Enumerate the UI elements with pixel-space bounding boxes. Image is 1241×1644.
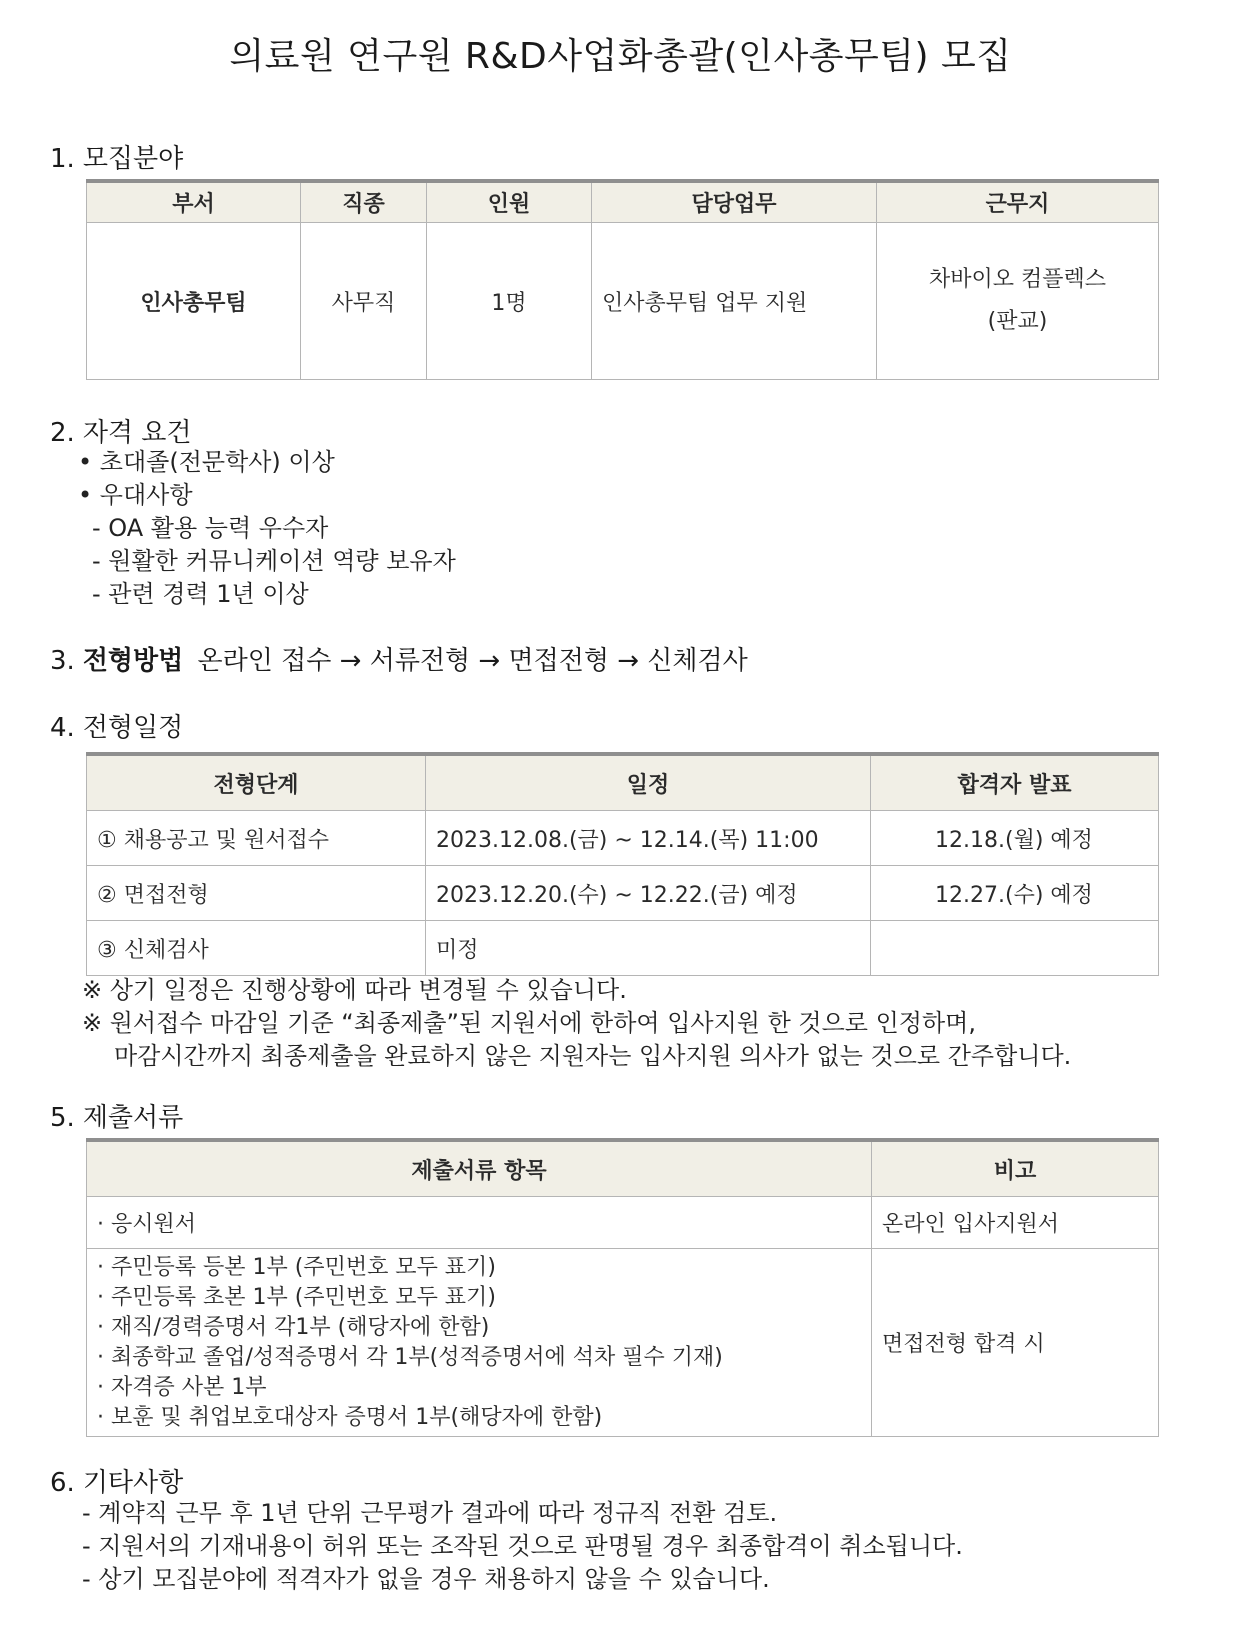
table-row [87, 811, 1159, 866]
section-4-number: 4. [50, 713, 75, 743]
header-schedule: 일정 [426, 754, 871, 811]
header-announce: 합격자 발표 [871, 754, 1159, 811]
selection-process-text: 온라인 접수 → 서류전형 → 면접전형 → 신체검사 [197, 646, 748, 676]
section-2-number: 2. [50, 418, 75, 448]
cell-document-items [87, 1249, 872, 1437]
cell-location [877, 223, 1159, 380]
section-4-heading [50, 707, 183, 744]
list-item: - 관련 경력 1년 이상 [92, 580, 309, 608]
note-line: ※ 원서접수 마감일 기준 “최종제출”된 지원서에 한하여 입사지원 한 것으로 인정하며, [82, 1009, 976, 1037]
table-header-row [87, 1140, 1159, 1197]
list-item: - 계약직 근무 후 1년 단위 근무평가 결과에 따라 정규직 전환 검토. [82, 1499, 778, 1527]
table-header-row [87, 754, 1159, 811]
schedule-table [86, 752, 1159, 976]
cell-document-note: 면접전형 합격 시 [872, 1249, 1159, 1437]
section-2-heading [50, 412, 192, 449]
list-item: • 초대졸(전문학사) 이상 [78, 448, 335, 476]
section-6-number: 6. [50, 1468, 75, 1498]
header-stage: 전형단계 [87, 754, 426, 811]
cell-stage: ③ 신체검사 [87, 921, 426, 976]
schedule-notes [82, 974, 1071, 1073]
table-row [87, 921, 1159, 976]
header-count: 인원 [427, 181, 592, 223]
list-item: · 최종학교 졸업/성적증명서 각 1부(성적증명서에 석차 필수 기재) [97, 1344, 723, 1370]
section-4-title: 전형일정 [82, 713, 184, 743]
section-3-title: 전형방법 [82, 646, 184, 676]
header-job: 직종 [301, 181, 427, 223]
cell-announce [871, 921, 1159, 976]
cell-dept: 인사총무팀 [87, 223, 301, 380]
list-item: · 주민등록 초본 1부 (주민번호 모두 표기) [97, 1284, 496, 1310]
table-row [87, 866, 1159, 921]
list-item: · 보훈 및 취업보호대상자 증명서 1부(해당자에 한함) [97, 1404, 603, 1430]
header-remarks: 비고 [872, 1140, 1159, 1197]
location-line-2: (판교) [987, 309, 1048, 334]
section-6-heading [50, 1462, 183, 1499]
cell-stage: ② 면접전형 [87, 866, 426, 921]
cell-date: 2023.12.08.(금) ~ 12.14.(목) 11:00 [426, 811, 871, 866]
cell-announce: 12.18.(월) 예정 [871, 811, 1159, 866]
list-item: · 재직/경력증명서 각1부 (해당자에 한함) [97, 1314, 490, 1340]
list-item: - 지원서의 기재내용이 허위 또는 조작된 것으로 판명될 경우 최종합격이 취소됩니다. [82, 1532, 963, 1560]
section-5-number: 5. [50, 1103, 75, 1133]
list-item: - OA 활용 능력 우수자 [92, 514, 329, 542]
section-5-title: 제출서류 [82, 1103, 184, 1133]
documents-table [86, 1138, 1159, 1437]
other-notes-list [82, 1497, 963, 1596]
cell-document-item: · 응시원서 [87, 1197, 872, 1249]
section-1-heading [50, 138, 183, 175]
section-6-title: 기타사항 [82, 1468, 184, 1498]
cell-announce: 12.27.(수) 예정 [871, 866, 1159, 921]
header-dept: 부서 [87, 181, 301, 223]
cell-job: 사무직 [301, 223, 427, 380]
cell-count: 1명 [427, 223, 592, 380]
note-line: ※ 상기 일정은 진행상황에 따라 변경될 수 있습니다. [82, 976, 627, 1004]
list-item: - 상기 모집분야에 적격자가 없을 경우 채용하지 않을 수 있습니다. [82, 1565, 770, 1593]
cell-duty: 인사총무팀 업무 지원 [592, 223, 877, 380]
cell-stage: ① 채용공고 및 원서접수 [87, 811, 426, 866]
table-row [87, 1197, 1159, 1249]
list-item: · 자격증 사본 1부 [97, 1374, 267, 1400]
table-row [87, 223, 1159, 380]
cell-date: 미정 [426, 921, 871, 976]
list-item: - 원활한 커뮤니케이션 역량 보유자 [92, 547, 456, 575]
section-1-title: 모집분야 [82, 144, 184, 174]
table-header-row [87, 181, 1159, 223]
page-title: 의료원 연구원 R&D사업화총괄(인사총무팀) 모집 [229, 36, 1012, 77]
recruit-field-table [86, 179, 1159, 380]
header-duty: 담당업무 [592, 181, 877, 223]
cell-date: 2023.12.20.(수) ~ 12.22.(금) 예정 [426, 866, 871, 921]
section-5-heading [50, 1097, 183, 1134]
section-3-number: 3. [50, 646, 75, 676]
location-line-1: 차바이오 컴플렉스 [928, 267, 1106, 292]
header-documents: 제출서류 항목 [87, 1140, 872, 1197]
table-row [87, 1249, 1159, 1437]
cell-document-note: 온라인 입사지원서 [872, 1197, 1159, 1249]
list-item: · 주민등록 등본 1부 (주민번호 모두 표기) [97, 1254, 496, 1280]
list-item: • 우대사항 [78, 481, 193, 509]
section-3-heading [50, 640, 748, 677]
header-location: 근무지 [877, 181, 1159, 223]
qualification-list [78, 446, 456, 611]
note-line: 마감시간까지 최종제출을 완료하지 않은 지원자는 입사지원 의사가 없는 것으로 간주합니다. [114, 1042, 1072, 1070]
section-2-title: 자격 요건 [82, 418, 192, 448]
section-1-number: 1. [50, 144, 75, 174]
